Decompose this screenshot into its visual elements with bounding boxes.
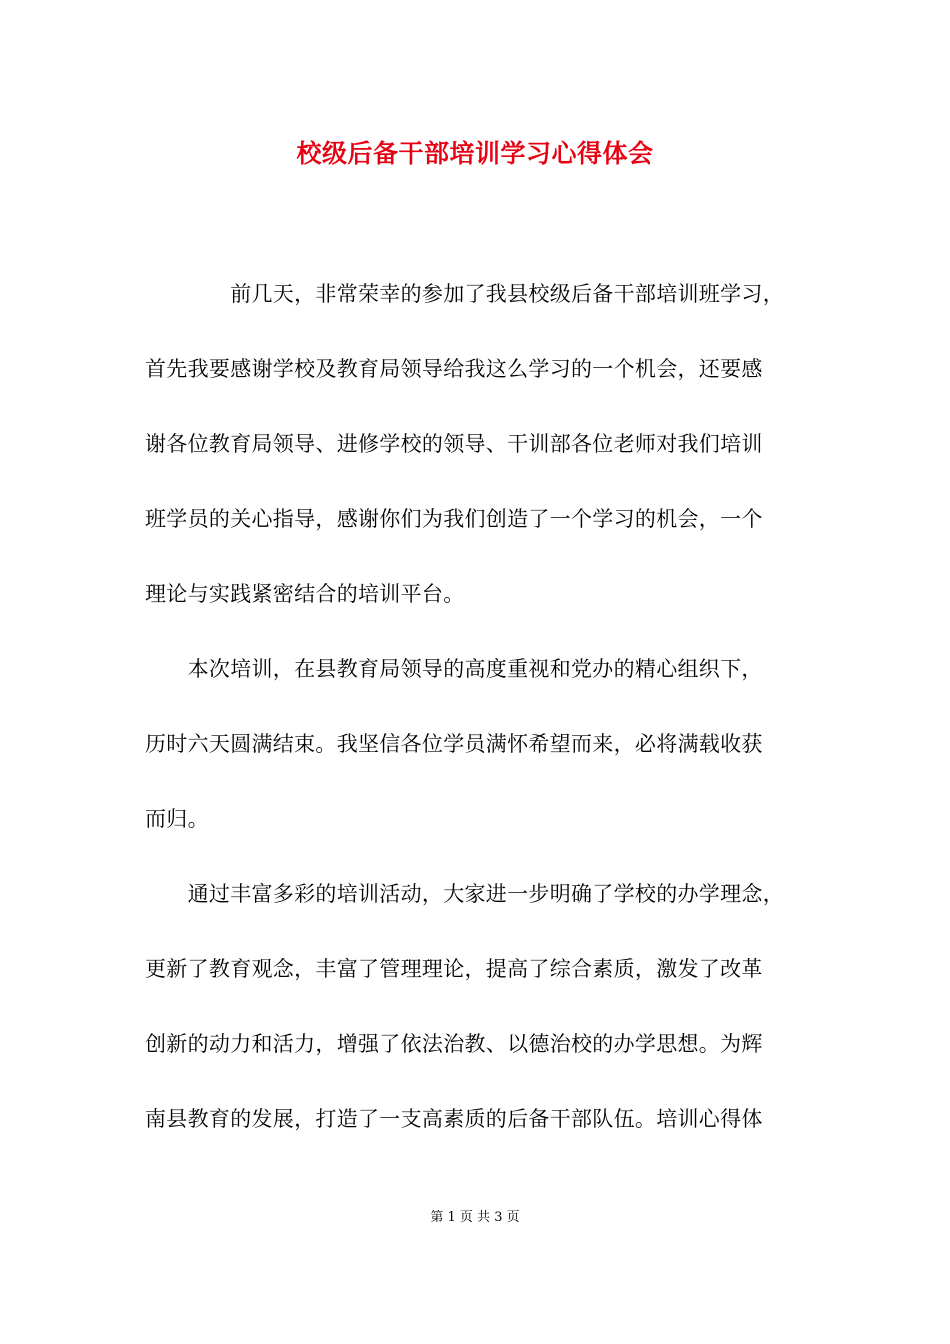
body-line: 历时六天圆满结束。我坚信各位学员满怀希望而来，必将满载收获 [145, 732, 763, 756]
document-title: 校级后备干部培训学习心得体会 [296, 139, 654, 168]
body-line: 南县教育的发展，打造了一支高素质的后备干部队伍。培训心得体 [145, 1107, 763, 1131]
body-line: 通过丰富多彩的培训活动，大家进一步明确了学校的办学理念， [145, 882, 784, 906]
body-line: 首先我要感谢学校及教育局领导给我这么学习的一个机会，还要感 [145, 357, 763, 381]
body-line: 本次培训，在县教育局领导的高度重视和党办的精心组织下， [145, 657, 763, 681]
document-body [145, 277, 825, 1177]
body-line: 更新了教育观念，丰富了管理理论，提高了综合素质，激发了改革 [145, 957, 763, 981]
body-line: 理论与实践紧密结合的培训平台。 [145, 582, 465, 606]
body-line: 谢各位教育局领导、进修学校的领导、干训部各位老师对我们培训 [145, 432, 763, 456]
body-line: 创新的动力和活力，增强了依法治教、以德治校的办学思想。为辉 [145, 1032, 763, 1056]
page-footer: 第 1 页 共 3 页 [430, 1210, 520, 1225]
body-line: 前几天，非常荣幸的参加了我县校级后备干部培训班学习， [145, 282, 784, 306]
body-line: 而归。 [145, 807, 209, 831]
body-line: 班学员的关心指导，感谢你们为我们创造了一个学习的机会，一个 [145, 507, 763, 531]
